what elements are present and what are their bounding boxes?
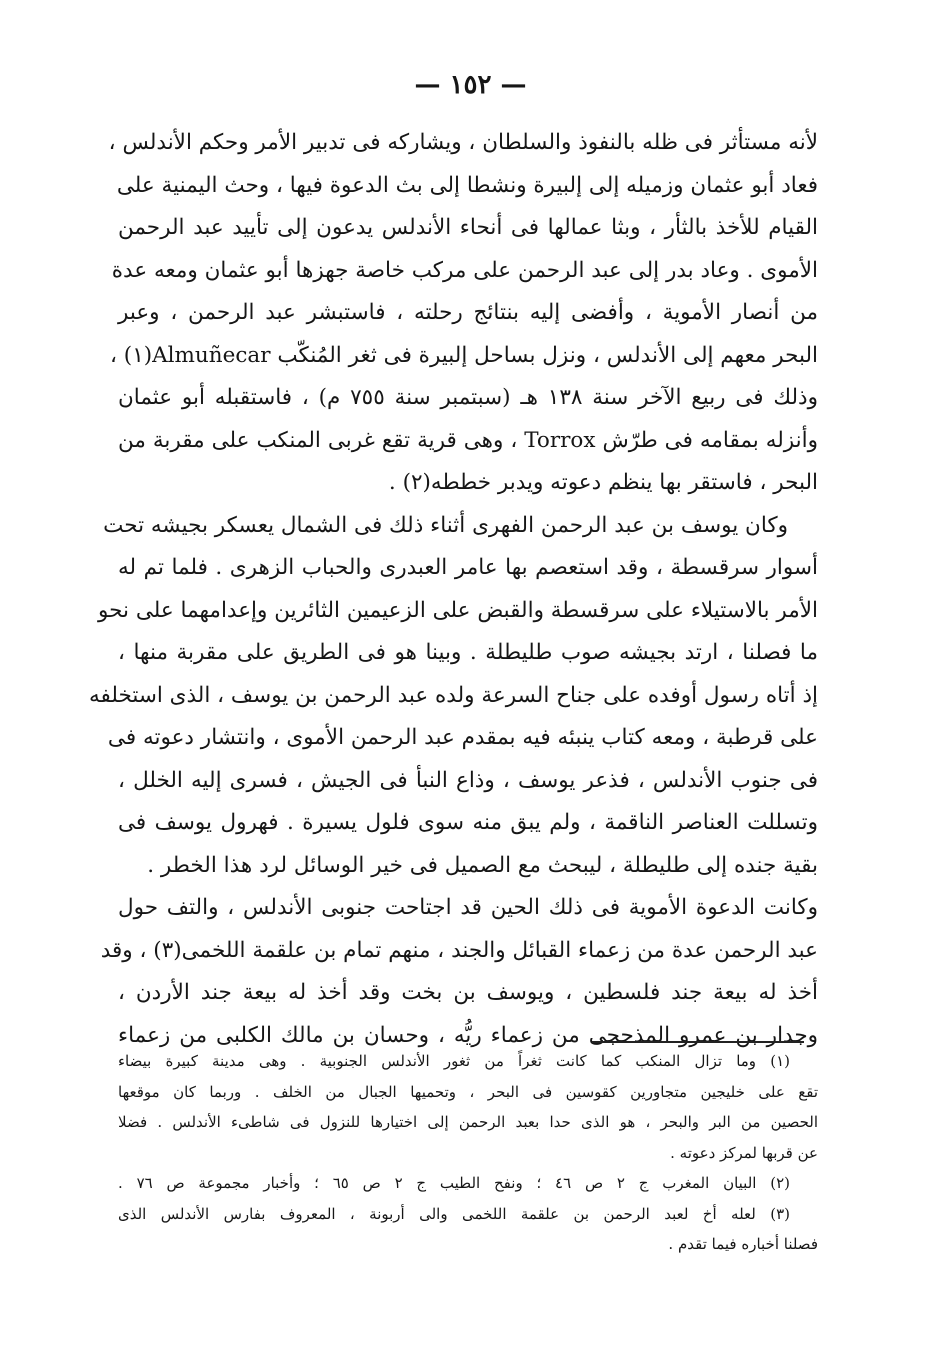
text-line: لأنه مستأثر فى ظله بالنفوذ والسلطان ، ويشاركه فى تدبير الأمر وحكم الأندلس ، [108, 130, 818, 155]
text-line: فى جنوب الأندلس ، فذعر يوسف ، وذاع النبأ فى الجيش ، فسرى إليه الخلل ، [118, 767, 818, 793]
text-line: إذ أتاه رسول أوفده على جناح السرعة ولده عبد الرحمن بن يوسف ، الذى استخلفه [88, 682, 818, 708]
paragraph-start-line: وكان يوسف بن عبد الرحمن الفهرى أثناء ذلك فى الشمال يعسكر بجيشه تحت [103, 512, 788, 538]
text-line: البحر ، فاستقر بها ينظم دعوته ويدبر خططه(٢) . [388, 470, 818, 495]
text-line: الأموى . وعاد بدر إلى عبد الرحمن على مركب خاصة جهزها أبو عثمان ومعه عدة [111, 257, 818, 283]
footnote-2: (٢) البيان المغرب ج ٢ ص ٤٦ ؛ ونفح الطيب ج ٢ ص ٦٥ ؛ وأخبار مجموعة ص ٧٦ . [118, 1174, 791, 1192]
footnotes [118, 1046, 818, 1260]
text-line: فعاد أبو عثمان وزميله إلى إلبيرة ونشطا إلى بث الدعوة فيها ، وحث اليمنية على [116, 172, 818, 198]
page-number: — ١٥٢ — [414, 70, 527, 100]
text-line: وكانت الدعوة الأموية فى ذلك الحين قد اجتاحت جنوبى الأندلس ، والتف حول [118, 895, 818, 920]
footnote-line: الحصين من البر والبحر ، هو الذى حدا بعبد الرحمن إلى اختيارها للنزول فى شاطىء الأندلس . فضلا [118, 1113, 818, 1131]
footnote-line: عن قربها لمركز دعوته . [670, 1143, 818, 1162]
text-line: بقية جنده إلى طليطلة ، ليبحث مع الصميل فى خير الوسائل لرد هذا الخطر . [147, 852, 818, 878]
footnote-line: تقع على خليجين متجاورين كقوسين فى البحر ، وتحميها الجبال من الخلف . وربما كان موقعها [118, 1082, 818, 1101]
text-line: وتسللت العناصر الناقمة ، ولم يبق منه سوى فلول يسيرة . فهرول يوسف فى [118, 810, 818, 835]
footnote-divider [592, 1041, 804, 1043]
main-text [88, 122, 818, 1057]
footnote-1: (١) وما تزال المنكب كما كانت ثغراً من ثغور الأندلس الجنوبية . وهى مدينة كبيرة بيضاء [118, 1052, 790, 1070]
text-line: أخذ له بيعة جند فلسطين ، ويوسف بن بخت وقد أخذ له بيعة جند الأردن ، [118, 980, 818, 1005]
text-line: الأمر بالاستيلاء على سرقسطة والقبض على الزعيمين الثائرين وإعدامهما على نحو [98, 597, 818, 623]
text-line: البحر معهم إلى الأندلس ، ونزل بساحل إلبيرة فى ثغر المُنكّب Almuñecar(١) ، [110, 342, 818, 368]
text-line: على قرطبة ، ومعه كتاب ينبئه فيه بمقدم عبد الرحمن الأموى ، وانتشار دعوته فى [107, 725, 818, 750]
text-line: وأنزله بمقامه فى طرّش Torrox ، وهى قرية تقع غربى المنكب على مقربة من [118, 427, 818, 453]
text-line: من أنصار الأموية ، وأفضى إليه بنتائج رحلته ، فاستبشر عبد الرحمن ، وعبر [118, 300, 818, 325]
text-line: عبد الرحمن عدة من زعماء القبائل والجند ، منهم تمام بن علقمة اللخمى(٣) ، وقد [100, 937, 818, 963]
text-line: وذلك فى ربيع الآخر سنة ١٣٨ هـ (سبتمبر سنة ٧٥٥ م) ، فاستقبله أبو عثمان [118, 385, 818, 410]
text-line: القيام للأخذ بالثأر ، وبثا عمالها فى أنحاء الأندلس يدعون إلى تأييد عبد الرحمن [118, 215, 818, 240]
text-line: وجدار بن عمرو المذحجى من زعماء ريُّه ، وحسان بن مالك الكلبى من زعماء [118, 1022, 818, 1048]
footnote-line: فصلنا أخباره فيما تقدم . [668, 1235, 818, 1253]
text-line: ما فصلنا ، ارتد بجيشه صوب طليطلة . وبينا هو فى الطريق على مقربة منها ، [118, 640, 818, 665]
text-line: أسوار سرقسطة ، وقد استعصم بها عامر العبدرى والحباب الزهرى . فلما تم له [118, 555, 818, 580]
footnote-3: (٣) لعله أخ لعبد الرحمن بن علقمة اللخمى والى أربونة ، المعروف بفارس الأندلس الذى [118, 1204, 790, 1223]
